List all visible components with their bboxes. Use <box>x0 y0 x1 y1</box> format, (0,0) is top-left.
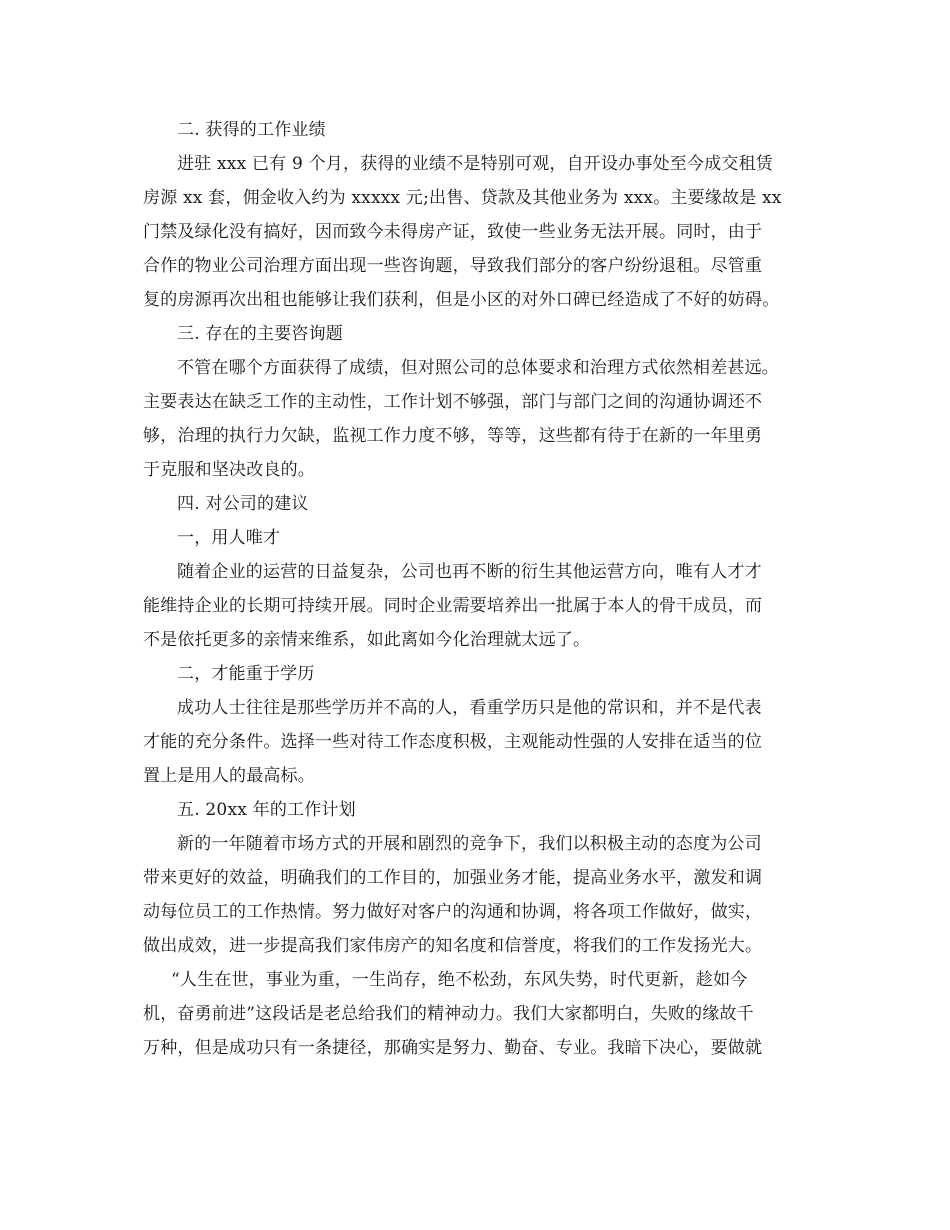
paragraph-line: 动每位员工的工作热情。努力做好对客户的沟通和协调，将各项工作做好，做实， <box>143 902 763 922</box>
paragraph-line: 机，奋勇前进”这段话是老总给我们的精神动力。我们大家都明白，失败的缘故千 <box>143 1004 754 1024</box>
section-heading-achievements: 二. 获得的工作业绩 <box>177 120 326 140</box>
paragraph-line: 于克服和坚决改良的。 <box>143 460 315 480</box>
paragraph-line: 才能的充分条件。选择一些对待工作态度积极，主观能动性强的人安排在适当的位 <box>143 732 763 752</box>
paragraph-line: 带来更好的效益，明确我们的工作目的，加强业务才能，提高业务水平，激发和调 <box>143 868 763 888</box>
paragraph-line: 不管在哪个方面获得了成绩，但对照公司的总体要求和治理方式依然相差甚远。 <box>177 358 779 378</box>
paragraph-line: 万种，但是成功只有一条捷径，那确实是努力、勤奋、专业。我暗下决心，要做就 <box>143 1038 763 1058</box>
section-heading-suggestions: 四. 对公司的建议 <box>177 494 309 514</box>
paragraph-line: 合作的物业公司治理方面出现一些咨询题，导致我们部分的客户纷纷退租。尽管重 <box>143 256 763 276</box>
section-heading-work-plan: 五. 20xx 年的工作计划 <box>177 800 356 820</box>
paragraph-line: 够，治理的执行力欠缺，监视工作力度不够，等等，这些都有待于在新的一年里勇 <box>143 426 763 446</box>
subheading-talent: 一，用人唯才 <box>177 528 281 548</box>
paragraph-line: 随着企业的运营的日益复杂，公司也再不断的衍生其他运营方向，唯有人才才 <box>177 562 762 582</box>
paragraph-line: 置上是用人的最高标。 <box>143 766 315 786</box>
paragraph-line: 做出成效，进一步提高我们家伟房产的知名度和信誉度，将我们的工作发扬光大。 <box>143 936 763 956</box>
subheading-ability: 二，才能重于学历 <box>177 664 315 684</box>
quote-line: “人生在世，事业为重，一生尚存，绝不松劲，东风失势，时代更新，趁如今 <box>171 970 748 990</box>
paragraph-line: 能维持企业的长期可持续开展。同时企业需要培养出一批属于本人的骨干成员，而 <box>143 596 763 616</box>
paragraph-line: 门禁及绿化没有搞好，因而致今未得房产证，致使一些业务无法开展。同时，由于 <box>143 222 763 242</box>
paragraph-line: 新的一年随着市场方式的开展和剧烈的竞争下，我们以积极主动的态度为公司 <box>177 834 762 854</box>
paragraph-line: 主要表达在缺乏工作的主动性，工作计划不够强，部门与部门之间的沟通协调还不 <box>143 392 763 412</box>
paragraph-line: 房源 xx 套，佣金收入约为 xxxxx 元;出售、贷款及其他业务为 xxx。主要缘故是 xx <box>143 188 782 208</box>
paragraph-line: 成功人士往往是那些学历并不高的人，看重学历只是他的常识和，并不是代表 <box>177 698 762 718</box>
paragraph-line: 进驻 xxx 已有 9 个月，获得的业绩不是特别可观，自开设办事处至今成交租赁 <box>177 154 773 174</box>
document-body <box>143 113 823 1065</box>
paragraph-line: 复的房源再次出租也能够让我们获利，但是小区的对外口碑已经造成了不好的妨碍。 <box>143 290 780 310</box>
section-heading-problems: 三. 存在的主要咨询题 <box>177 324 344 344</box>
paragraph-line: 不是依托更多的亲情来维系，如此离如今化治理就太远了。 <box>143 630 591 650</box>
